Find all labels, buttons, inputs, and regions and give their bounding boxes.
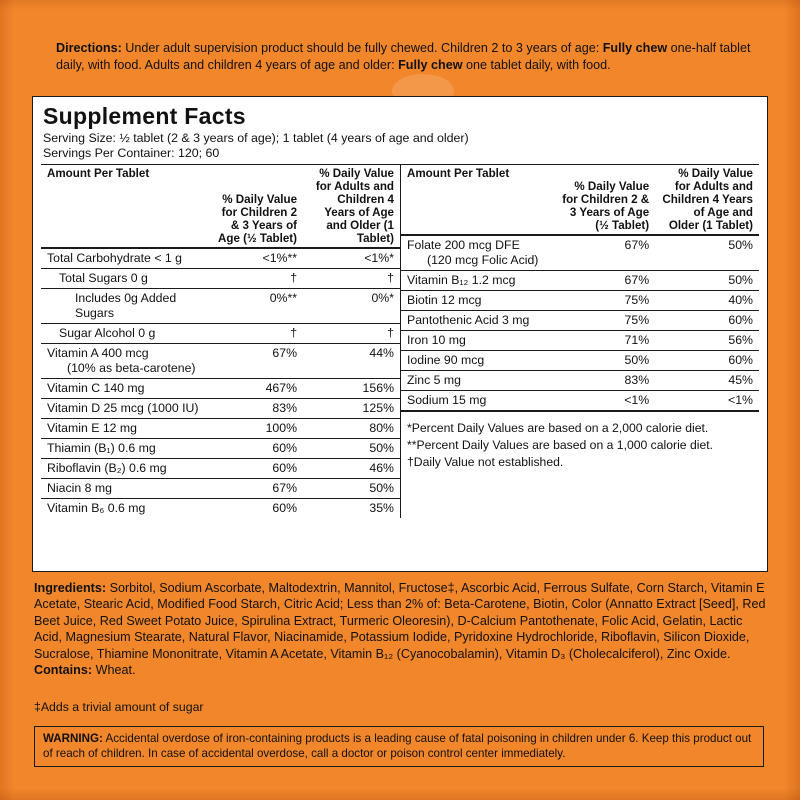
children-daily-value: <1% — [551, 391, 655, 411]
nutrient-name: Total Carbohydrate < 1 g — [41, 248, 210, 269]
nutrient-column-right — [400, 165, 759, 518]
nutrient-subnote: (120 mcg Folic Acid) — [427, 253, 539, 267]
nutrient-name: Iron 10 mg — [401, 331, 551, 351]
adults-daily-value: 56% — [655, 331, 759, 351]
table-row — [401, 235, 759, 271]
nutrient-name: Vitamin D 25 mcg (1000 IU) — [41, 399, 210, 419]
adults-daily-value: † — [303, 324, 400, 344]
edge-shading-right — [784, 0, 800, 800]
adults-daily-value: 45% — [655, 371, 759, 391]
header-amount-per-tablet: Amount Per Tablet — [41, 165, 210, 248]
header-adults-dv: % Daily Value for Adults and Children 4 Years of Age and Older (1 Tablet) — [303, 165, 400, 248]
footnote: *Percent Daily Values are based on a 2,000 calorie diet. — [407, 421, 709, 435]
nutrient-name: Zinc 5 mg — [401, 371, 551, 391]
header-amount-per-tablet: Amount Per Tablet — [401, 165, 551, 235]
adults-daily-value: † — [303, 269, 400, 289]
directions-text-3: one tablet daily, with food. — [462, 58, 611, 72]
nutrient-name: Vitamin B₆ 0.6 mg — [41, 499, 210, 519]
nutrient-subnote: (10% as beta-carotene) — [67, 361, 196, 375]
nutrient-name: Vitamin A 400 mcg (10% as beta-carotene) — [41, 344, 210, 379]
adults-daily-value: <1% — [655, 391, 759, 411]
children-daily-value: 75% — [551, 291, 655, 311]
children-daily-value: 83% — [551, 371, 655, 391]
children-daily-value: 60% — [210, 459, 303, 479]
footnote: †Daily Value not established. — [407, 455, 564, 469]
nutrient-columns — [33, 165, 767, 518]
servings-per-container: Servings Per Container: 120; 60 — [43, 146, 220, 160]
table-row — [41, 439, 400, 459]
serving-size: Serving Size: ½ tablet (2 & 3 years of age); 1 tablet (4 years of age and older) — [43, 131, 469, 145]
table-row — [41, 269, 400, 289]
adults-daily-value: 50% — [655, 271, 759, 291]
children-daily-value: † — [210, 324, 303, 344]
table-row — [41, 344, 400, 379]
adults-daily-value: 40% — [655, 291, 759, 311]
table-row — [401, 391, 759, 411]
children-daily-value: 467% — [210, 379, 303, 399]
adults-daily-value: 156% — [303, 379, 400, 399]
nutrient-name: Niacin 8 mg — [41, 479, 210, 499]
children-daily-value: 100% — [210, 419, 303, 439]
nutrient-name: Thiamin (B₁) 0.6 mg — [41, 439, 210, 459]
footnotes-block — [401, 410, 759, 471]
nutrient-name: Total Sugars 0 g — [41, 269, 210, 289]
children-daily-value: 50% — [551, 351, 655, 371]
edge-shading-bottom — [0, 788, 800, 800]
adults-daily-value: 50% — [303, 479, 400, 499]
table-row — [41, 459, 400, 479]
header-children-dv: % Daily Value for Children 2 & 3 Years of Age (½ Tablet) — [551, 165, 655, 235]
table-row — [41, 248, 400, 269]
adults-daily-value: 60% — [655, 311, 759, 331]
table-row — [41, 479, 400, 499]
children-daily-value: † — [210, 269, 303, 289]
adults-daily-value: 50% — [655, 235, 759, 271]
nutrient-table-right — [401, 165, 759, 410]
trivial-sugar-note: ‡Adds a trivial amount of sugar — [34, 700, 204, 714]
adults-daily-value: <1%* — [303, 248, 400, 269]
nutrient-name: Folate 200 mcg DFE (120 mcg Folic Acid) — [401, 235, 551, 271]
adults-daily-value: 50% — [303, 439, 400, 459]
children-daily-value: 67% — [551, 271, 655, 291]
ingredients-label: Ingredients: — [34, 581, 107, 595]
table-header-row — [41, 165, 400, 248]
directions-bold-1: Fully chew — [602, 41, 668, 55]
table-row — [41, 499, 400, 519]
adults-daily-value: 35% — [303, 499, 400, 519]
table-row — [401, 311, 759, 331]
directions-bold-2: Fully chew — [398, 58, 463, 72]
children-daily-value: 60% — [210, 439, 303, 459]
nutrient-name: Sugar Alcohol 0 g — [41, 324, 210, 344]
table-row — [41, 399, 400, 419]
nutrient-name: Riboflavin (B₂) 0.6 mg — [41, 459, 210, 479]
adults-daily-value: 80% — [303, 419, 400, 439]
children-daily-value: <1%** — [210, 248, 303, 269]
table-row — [41, 379, 400, 399]
children-daily-value: 75% — [551, 311, 655, 331]
children-daily-value: 71% — [551, 331, 655, 351]
nutrient-name: Includes 0g Added Sugars — [41, 289, 210, 324]
contains-text: Wheat. — [92, 663, 136, 678]
adults-daily-value: 125% — [303, 399, 400, 419]
directions-label: Directions: — [56, 41, 122, 55]
directions-block — [56, 40, 756, 74]
header-children-dv: % Daily Value for Children 2 & 3 Years of Age (½ Tablet) — [210, 165, 303, 248]
children-daily-value: 67% — [551, 235, 655, 271]
ingredients-block — [34, 580, 768, 678]
children-daily-value: 0%** — [210, 289, 303, 324]
edge-shading-top — [0, 0, 800, 10]
nutrient-name: Biotin 12 mcg — [401, 291, 551, 311]
nutrient-name: Iodine 90 mcg — [401, 351, 551, 371]
table-row — [401, 371, 759, 391]
header-adults-dv: % Daily Value for Adults and Children 4 Years of Age and Older (1 Tablet) — [655, 165, 759, 235]
warning-text: Accidental overdose of iron-containing products is a leading cause of fatal poisoning in children under 6. Keep this product out of reach of children. In case of accidental overdose, call a doctor or poison control center immediately. — [43, 732, 752, 760]
adults-daily-value: 44% — [303, 344, 400, 379]
table-row — [401, 271, 759, 291]
footnote: **Percent Daily Values are based on a 1,000 calorie diet. — [407, 438, 714, 452]
directions-text-1: Under adult supervision product should be fully chewed. Children 2 to 3 years of age: — [121, 41, 603, 55]
nutrient-table-left — [41, 165, 400, 518]
nutrient-name: Vitamin B₁₂ 1.2 mcg — [401, 271, 551, 291]
table-row — [41, 324, 400, 344]
table-row — [401, 351, 759, 371]
nutrient-column-left — [41, 165, 400, 518]
supplement-facts-panel — [32, 96, 768, 572]
children-daily-value: 60% — [210, 499, 303, 519]
nutrient-name: Vitamin C 140 mg — [41, 379, 210, 399]
nutrient-name: Pantothenic Acid 3 mg — [401, 311, 551, 331]
adults-daily-value: 60% — [655, 351, 759, 371]
nutrient-name: Vitamin E 12 mg — [41, 419, 210, 439]
table-row — [41, 289, 400, 324]
ingredients-text: Sorbitol, Sodium Ascorbate, Maltodextrin, Mannitol, Fructose‡, Ascorbic Acid, Ferrous Sulfate, Corn Starch, Vitamin E Acetate, Stearic Acid, Modified Food Starch, Citric Acid; Less than 2% of: Beta-Carotene, Biotin, Color (Annatto Extract [Seed], Red Beet Juice, Red Sweet Potato Juice, Spirulina Extract, Turmeric Oleoresin), D-Calcium Pantothenate, Folic Acid, Gelatin, Lactic Acid, Magnesium Stearate, Natural Flavor, Niacinamide, Potassium Iodide, Pyridoxine Hydrochloride, Riboflavin, Silicon Dioxide, Sucralose, Thiamine Mononitrate, Vitamin A Acetate, Vitamin B₁₂ (Cyanocobalamin), Vitamin D₃ (Cholecalciferol), Zinc Oxide. — [34, 581, 766, 661]
children-daily-value: 67% — [210, 344, 303, 379]
table-row — [401, 291, 759, 311]
edge-shading-left — [0, 0, 14, 800]
warning-label: WARNING: — [43, 732, 103, 745]
children-daily-value: 67% — [210, 479, 303, 499]
table-header-row — [401, 165, 759, 235]
children-daily-value: 83% — [210, 399, 303, 419]
adults-daily-value: 0%* — [303, 289, 400, 324]
supplement-facts-title: Supplement Facts — [43, 103, 246, 129]
warning-box — [34, 726, 764, 767]
directions-text-2: one-half tablet daily, with food. Adults and children 4 years of age and older: — [56, 41, 751, 72]
adults-daily-value: 46% — [303, 459, 400, 479]
table-row — [401, 331, 759, 351]
nutrient-name: Sodium 15 mg — [401, 391, 551, 411]
table-row — [41, 419, 400, 439]
contains-label: Contains: — [34, 663, 93, 678]
